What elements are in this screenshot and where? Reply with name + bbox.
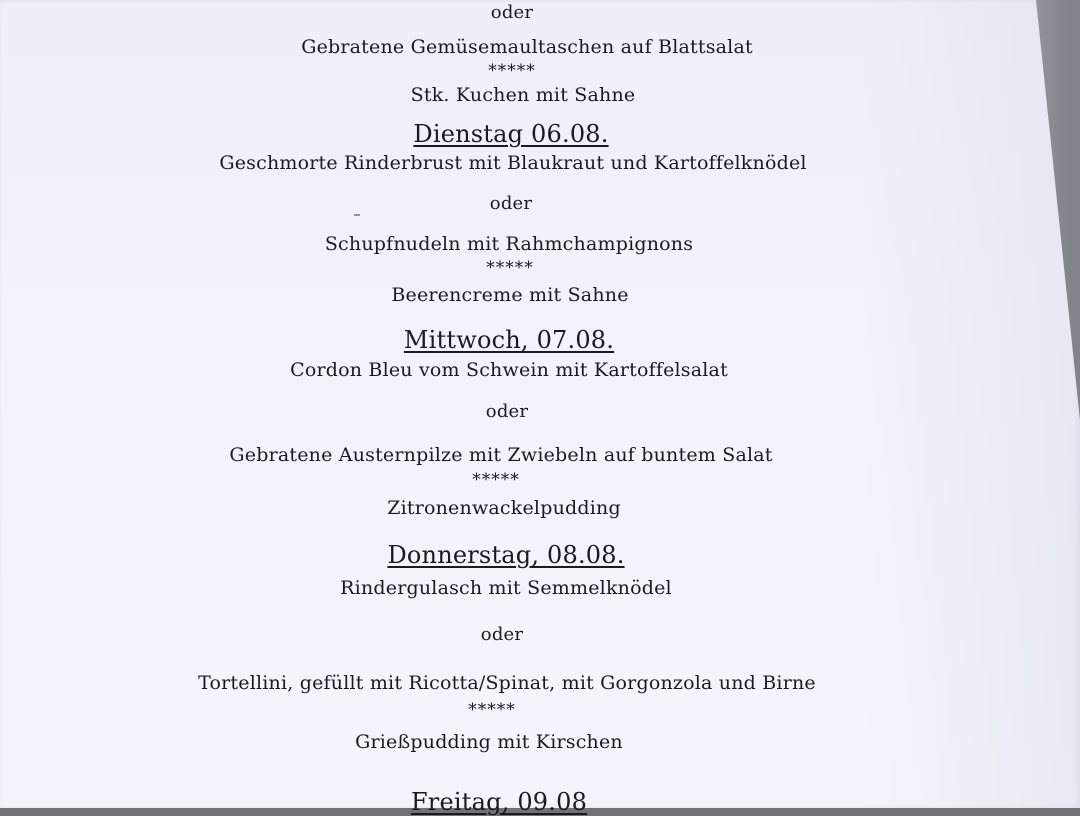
monday-separator: ***** [488, 61, 536, 81]
wednesday-option1: Cordon Bleu vom Schwein mit Kartoffelsalat [290, 359, 728, 381]
tuesday-dessert: Beerencreme mit Sahne [391, 284, 629, 306]
thursday-option2: Tortellini, gefüllt mit Ricotta/Spinat, mit Gorgonzola und Birne [198, 672, 816, 694]
monday-or: oder [490, 2, 534, 23]
wednesday-heading: Mittwoch, 07.08. [403, 326, 615, 354]
thursday-option1: Rindergulasch mit Semmelknödel [340, 577, 672, 599]
thursday-separator: ***** [468, 700, 516, 720]
wednesday-separator: ***** [472, 470, 520, 490]
wednesday-dessert: Zitronenwackelpudding [387, 497, 621, 519]
thursday-dessert: Grießpudding mit Kirschen [355, 731, 623, 753]
tuesday-option2: Schupfnudeln mit Rahmchampignons [324, 233, 694, 255]
thursday-heading: Donnerstag, 08.08. [387, 541, 625, 569]
friday-heading: Freitag, 09.08 [410, 788, 588, 816]
paper-mark [354, 214, 360, 216]
tuesday-or: oder [489, 193, 533, 214]
thursday-or: oder [480, 624, 524, 645]
wednesday-option2: Gebratene Austernpilze mit Zwiebeln auf buntem Salat [229, 444, 773, 466]
monday-option2: Gebratene Gemüsemaultaschen auf Blattsalat [301, 36, 753, 58]
tuesday-heading: Dienstag 06.08. [413, 120, 609, 148]
wednesday-or: oder [485, 401, 529, 422]
monday-dessert: Stk. Kuchen mit Sahne [410, 84, 636, 106]
tuesday-separator: ***** [486, 258, 534, 278]
tuesday-option1: Geschmorte Rinderbrust mit Blaukraut und Kartoffelknödel [219, 152, 807, 174]
